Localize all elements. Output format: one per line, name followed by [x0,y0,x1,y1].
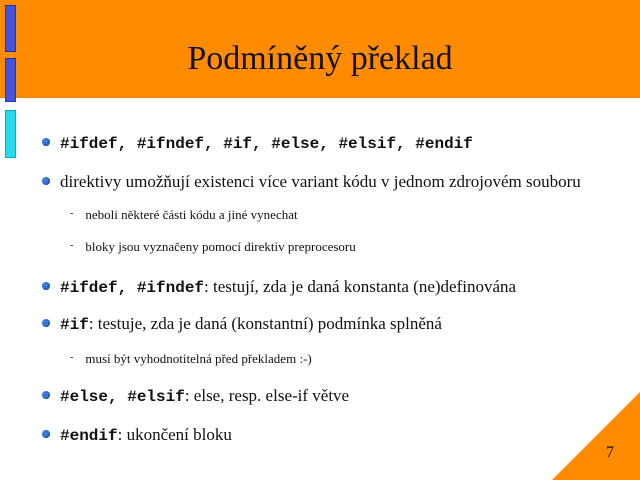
bullet-item [42,277,516,297]
bullet-icon [42,391,50,399]
item-code: #else, #elsif [60,388,185,406]
item-code: #ifdef, #ifndef [60,279,205,297]
dash-icon: - [70,208,74,219]
bullet-icon [42,430,50,438]
item-text: direktivy umožňují existenci více variant kódu v jednom zdrojovém souboru [60,172,581,191]
bullet-icon [42,282,50,290]
bullet-icon [42,319,50,327]
sub-item [70,351,312,367]
item-code: #endif [60,427,118,445]
sub-item [70,239,356,255]
bullet-item [42,172,581,192]
bullet-item [42,133,473,153]
item-code: #if [60,316,89,334]
decor-square-cyan [5,110,16,158]
corner-triangle [552,392,640,480]
item-text: : testuje, zda je daná (konstantní) podmínka splněná [88,314,442,333]
item-text: : testují, zda je daná konstanta (ne)definována [204,277,517,296]
item-text: : else, resp. else-if větve [184,386,350,405]
bullet-item [42,386,349,406]
sub-item-text: bloky jsou vyznačeny pomocí direktiv preprocesoru [85,239,356,254]
slide-title: Podmíněný překlad [187,40,453,77]
header-divider [0,96,640,98]
bullet-item [42,314,442,334]
sub-item-text: musí být vyhodnotitelná před překladem :-) [85,351,312,366]
item-code: #ifdef, #ifndef, #if, #else, #elsif, #endif [60,135,473,153]
bullet-item [42,425,232,445]
page-number: 7 [606,444,614,461]
bullet-icon [42,177,50,185]
bullet-icon [42,138,50,146]
item-text: : ukončení bloku [117,425,232,444]
sub-item [70,207,298,223]
sub-item-text: neboli některé části kódu a jiné vynechat [85,207,298,222]
dash-icon: - [70,240,74,251]
dash-icon: - [70,352,74,363]
